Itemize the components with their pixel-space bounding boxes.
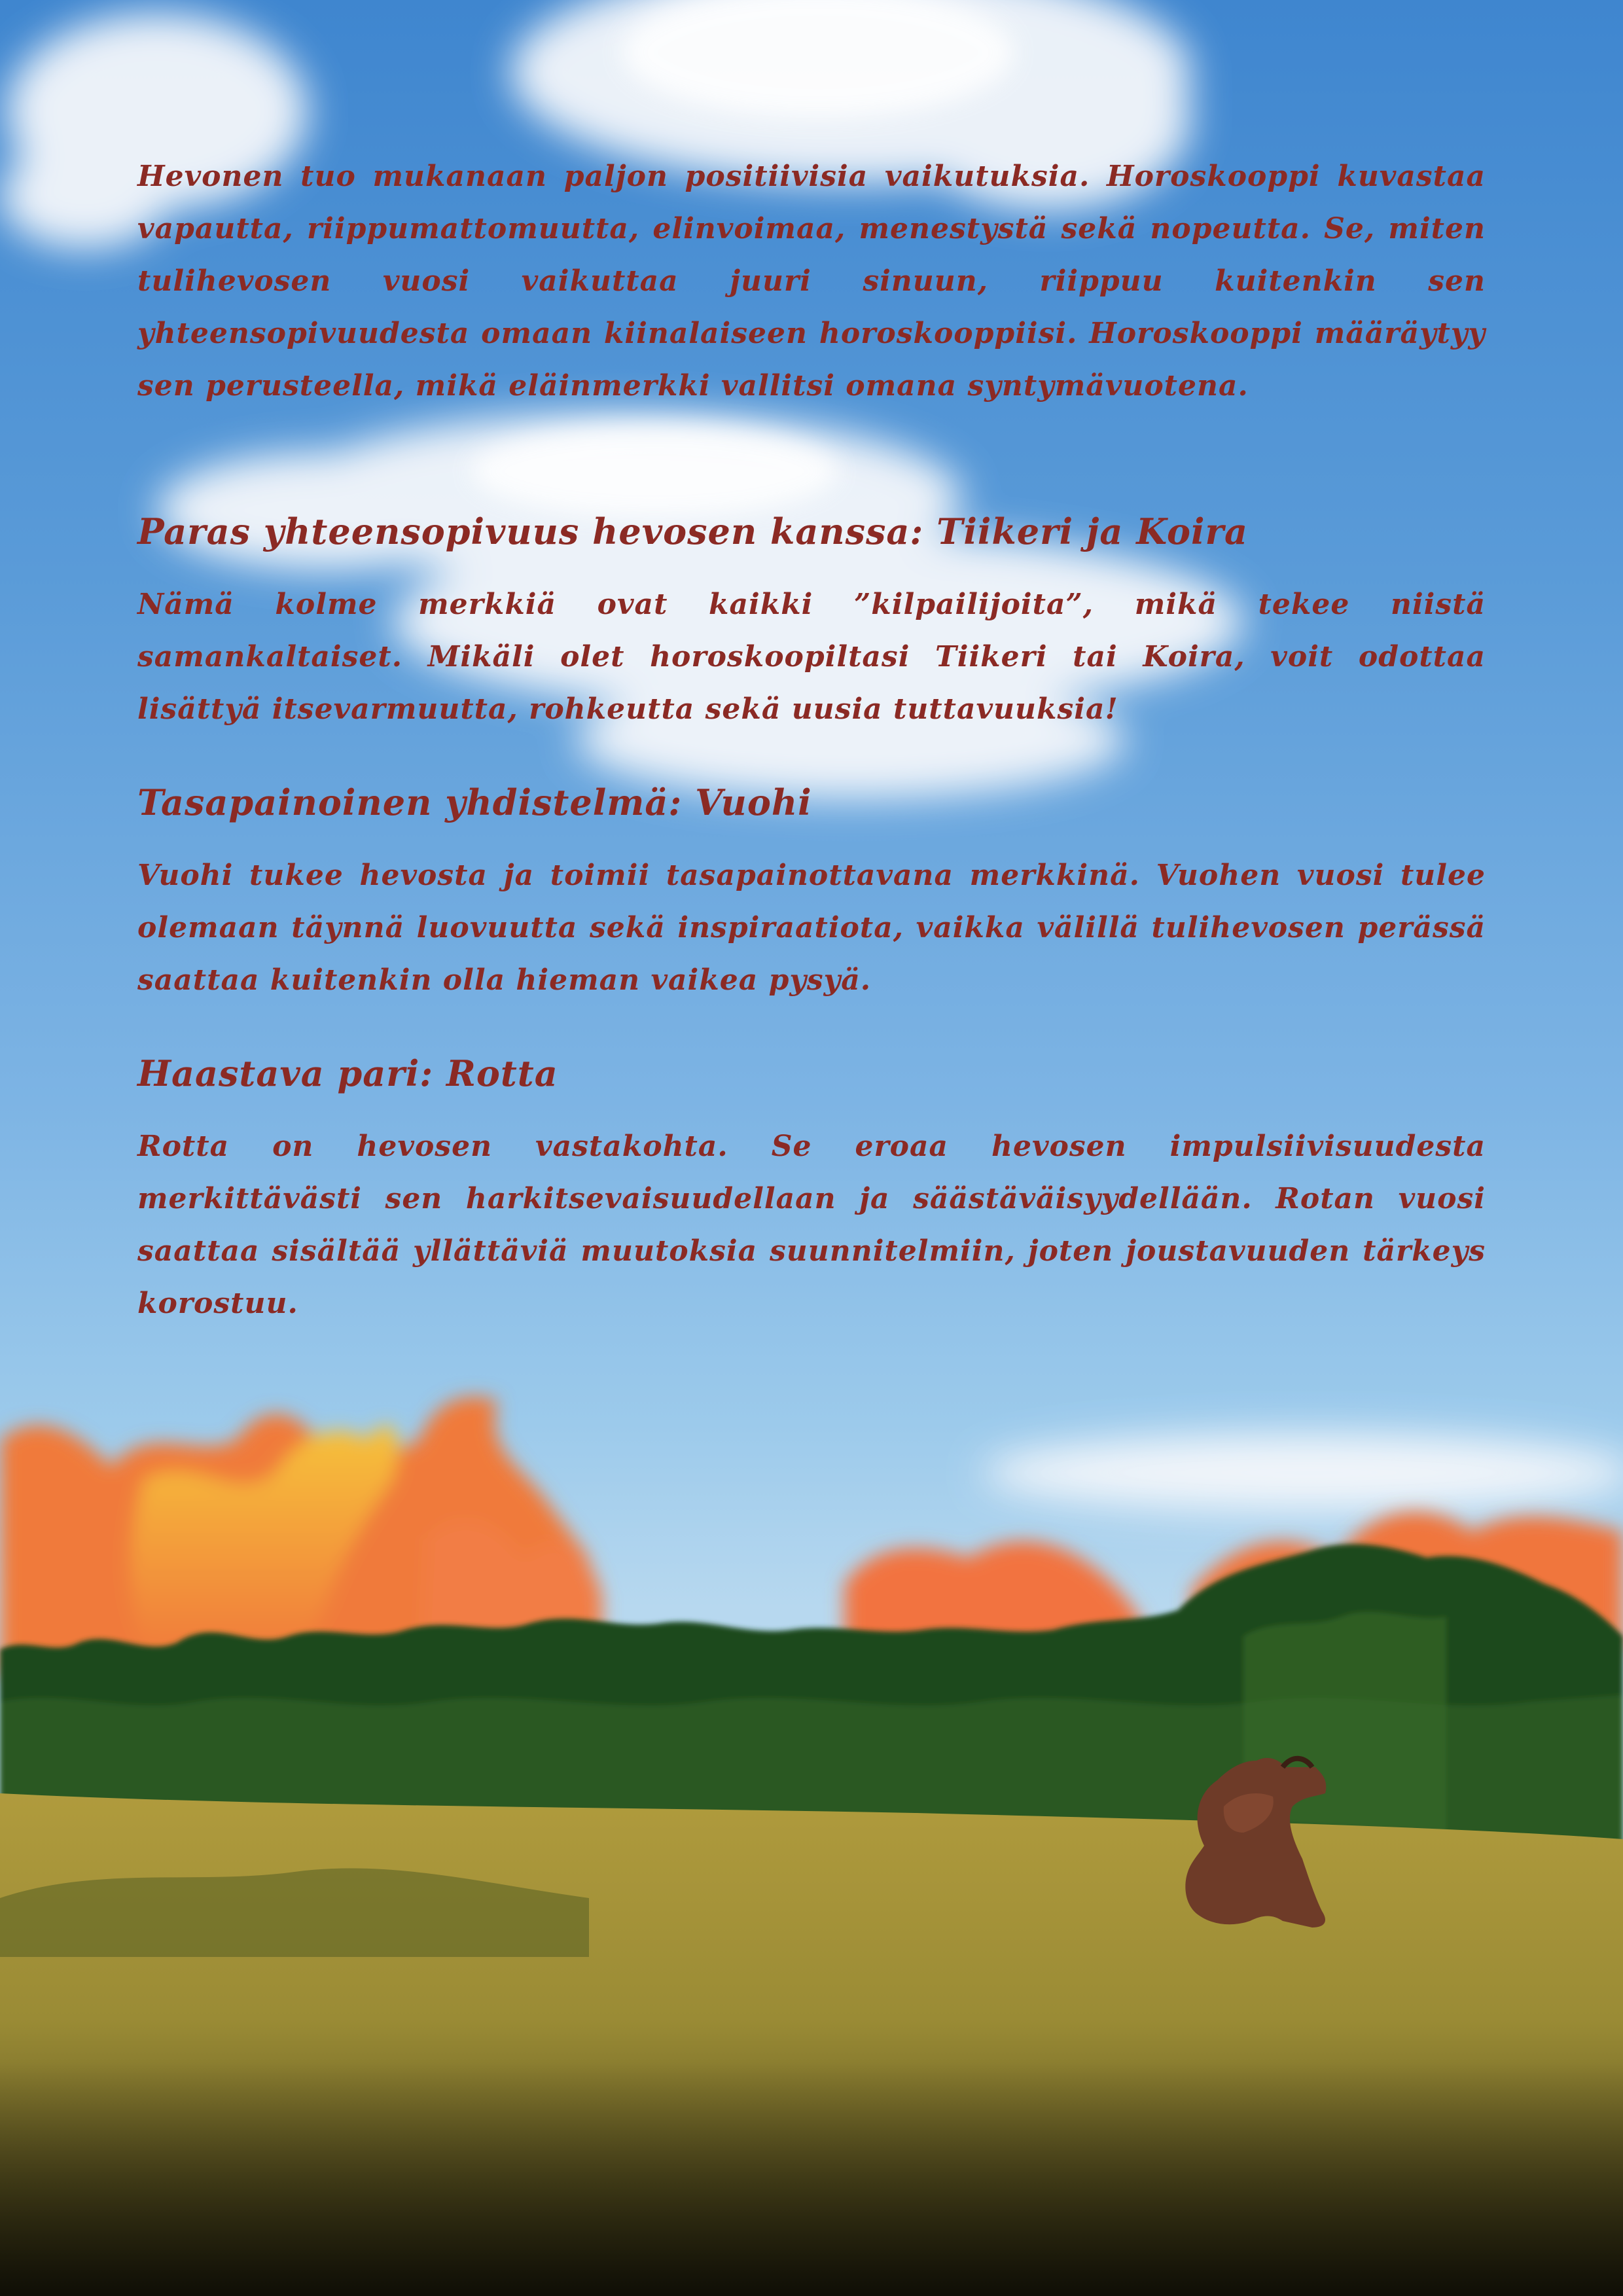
intro-paragraph: Hevonen tuo mukanaan paljon positiivisia vaikutuksia. Horoskooppi kuvastaa vapautta, riippumattomuutta, elinvoimaa, menestystä sekä nopeutta. Se, miten tulihevosen vuosi vaikuttaa juuri sinuun, riippuu kuitenkin sen yhteensopivuudesta omaan kiinalaiseen horoskooppiisi. Horoskooppi määräytyy sen perusteella, mikä eläinmerkki vallitsi omana syntymävuotena. [137,160,1486,403]
section-heading-challenging: Haastava pari: Rotta [137,1052,558,1094]
section-body-challenging: Rotta on hevosen vastakohta. Se eroaa hevosen impulsiivisuudesta merkittävästi sen harkitsevaisuudellaan ja säästäväisyydellään. Rotan vuosi saattaa sisältää yllättäviä muutoksia suunnitelmiin, joten joustavuuden tärkeys korostuu. [137,1130,1486,1320]
section-body-best-match: Nämä kolme merkkiä ovat kaikki ”kilpailijoita”, mikä tekee niistä samankaltaiset. Mikäli olet horoskoopiltasi Tiikeri tai Koira, voit odottaa lisättyä itsevarmuutta, rohkeutta sekä uusia tuttavuuksia! [137,588,1486,726]
section-heading-balanced: Tasapainoinen yhdistelmä: Vuohi [137,781,812,823]
article-text [137,151,1486,1330]
section-body-balanced: Vuohi tukee hevosta ja toimii tasapainottavana merkkinä. Vuohen vuosi tulee olemaan täynnä luovuutta sekä inspiraatiota, vaikka välillä tulihevosen perässä saattaa kuitenkin olla hieman vaikea pysyä. [137,859,1486,997]
section-heading-best-match: Paras yhteensopivuus hevosen kanssa: Tiikeri ja Koira [137,511,1248,552]
